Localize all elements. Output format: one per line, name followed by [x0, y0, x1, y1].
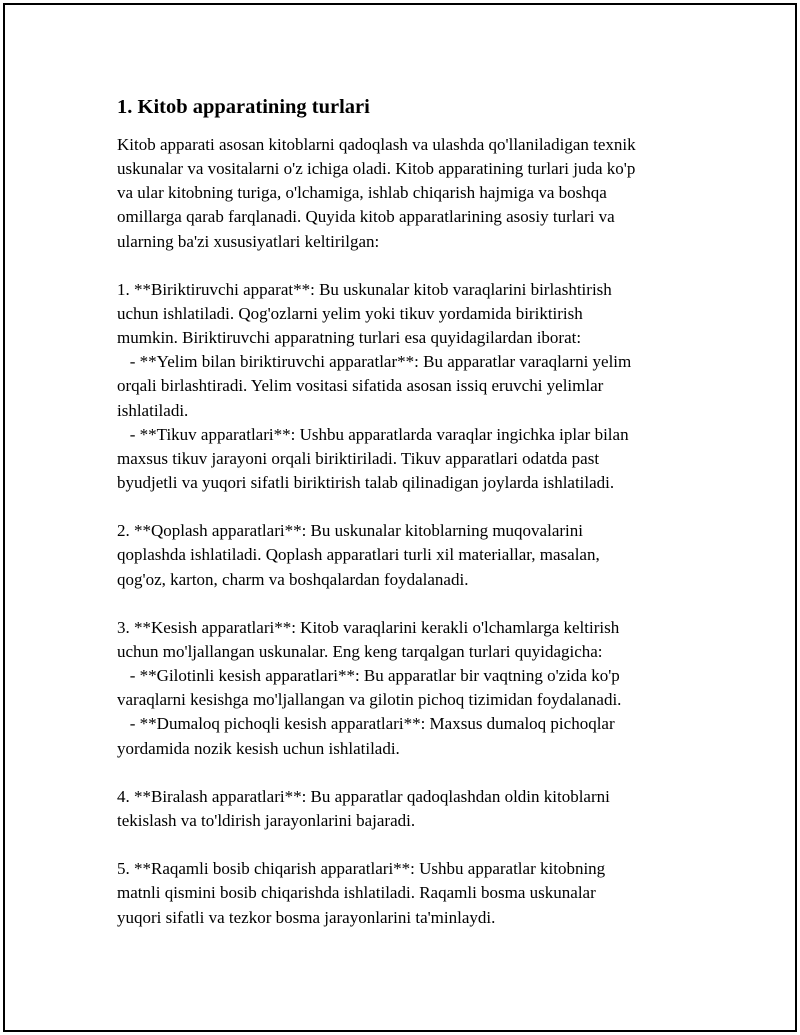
- blank-line: [117, 833, 707, 857]
- text-line: 2. **Qoplash apparatlari**: Bu uskunalar kitoblarning muqovalarini: [117, 521, 583, 541]
- text-line: maxsus tikuv jarayoni orqali biriktiriladi. Tikuv apparatlari odatda past: [117, 448, 600, 468]
- text-line: byudjetli va yuqori sifatli biriktirish talab qilinadigan joylarda ishlatiladi.: [117, 472, 615, 492]
- text-line: Kitob apparati asosan kitoblarni qadoqlash va ulashda qo'llaniladigan texnik: [117, 135, 636, 154]
- text-line: yuqori sifatli va tezkor bosma jarayonlarini ta'minlaydi.: [117, 907, 496, 927]
- text-line: orqali birlashtiradi. Yelim vositasi sifatida asosan issiq eruvchi yelimlar: [117, 376, 604, 396]
- text-line: 1. **Biriktiruvchi apparat**: Bu uskunalar kitob varaqlarini birlashtirish: [117, 279, 612, 299]
- text-line: mumkin. Biriktiruvchi apparatning turlari esa quyidagilardan iborat:: [117, 328, 582, 348]
- text-line: qog'oz, karton, charm va boshqalardan foydalanadi.: [117, 569, 469, 589]
- text-line: - **Dumaloq pichoqli kesish apparatlari**: Maxsus dumaloq pichoqlar: [117, 714, 615, 734]
- text-line: matnli qismini bosib chiqarishda ishlatiladi. Raqamli bosma uskunalar: [117, 883, 596, 903]
- section-heading: 1. Kitob apparatining turlari: [117, 96, 370, 118]
- blank-line: [117, 761, 707, 785]
- text-line: - **Yelim bilan biriktiruvchi apparatlar**: Bu apparatlar varaqlarni yelim: [117, 352, 632, 372]
- text-line: ularning ba'zi xususiyatlari keltirilgan:: [117, 231, 380, 251]
- text-line: 3. **Kesish apparatlari**: Kitob varaqlarini kerakli o'lchamlarga keltirish: [117, 617, 620, 637]
- text-line: 4. **Biralash apparatlari**: Bu apparatlar qadoqlashdan oldin kitoblarni: [117, 786, 610, 806]
- text-line: uchun ishlatiladi. Qog'ozlarni yelim yoki tikuv yordamida biriktirish: [117, 303, 583, 323]
- body-text: [117, 133, 707, 930]
- text-line: omillarga qarab farqlanadi. Quyida kitob apparatlarining asosiy turlari va: [117, 207, 615, 227]
- blank-line: [117, 254, 707, 278]
- text-line: uchun mo'ljallangan uskunalar. Eng keng tarqalgan turlari quyidagicha:: [117, 641, 603, 661]
- blank-line: [117, 495, 707, 519]
- text-line: qoplashda ishlatiladi. Qoplash apparatlari turli xil materiallar, masalan,: [117, 545, 600, 565]
- text-line: varaqlarni kesishga mo'ljallangan va gilotin pichoq tizimidan foydalanadi.: [117, 690, 622, 710]
- text-line: yordamida nozik kesish uchun ishlatiladi.: [117, 738, 400, 758]
- document-content: [117, 93, 707, 930]
- text-line: 5. **Raqamli bosib chiqarish apparatlari**: Ushbu apparatlar kitobning: [117, 859, 606, 879]
- text-line: tekislash va to'ldirish jarayonlarini bajaradi.: [117, 810, 416, 830]
- text-line: ishlatiladi.: [117, 400, 189, 420]
- text-line: va ular kitobning turiga, o'lchamiga, ishlab chiqarish hajmiga va boshqa: [117, 183, 607, 203]
- text-line: - **Gilotinli kesish apparatlari**: Bu apparatlar bir vaqtning o'zida ko'p: [117, 666, 620, 686]
- blank-line: [117, 592, 707, 616]
- text-line: - **Tikuv apparatlari**: Ushbu apparatlarda varaqlar ingichka iplar bilan: [117, 424, 629, 444]
- text-line: uskunalar va vositalarni o'z ichiga oladi. Kitob apparatining turlari juda ko'p: [117, 159, 636, 179]
